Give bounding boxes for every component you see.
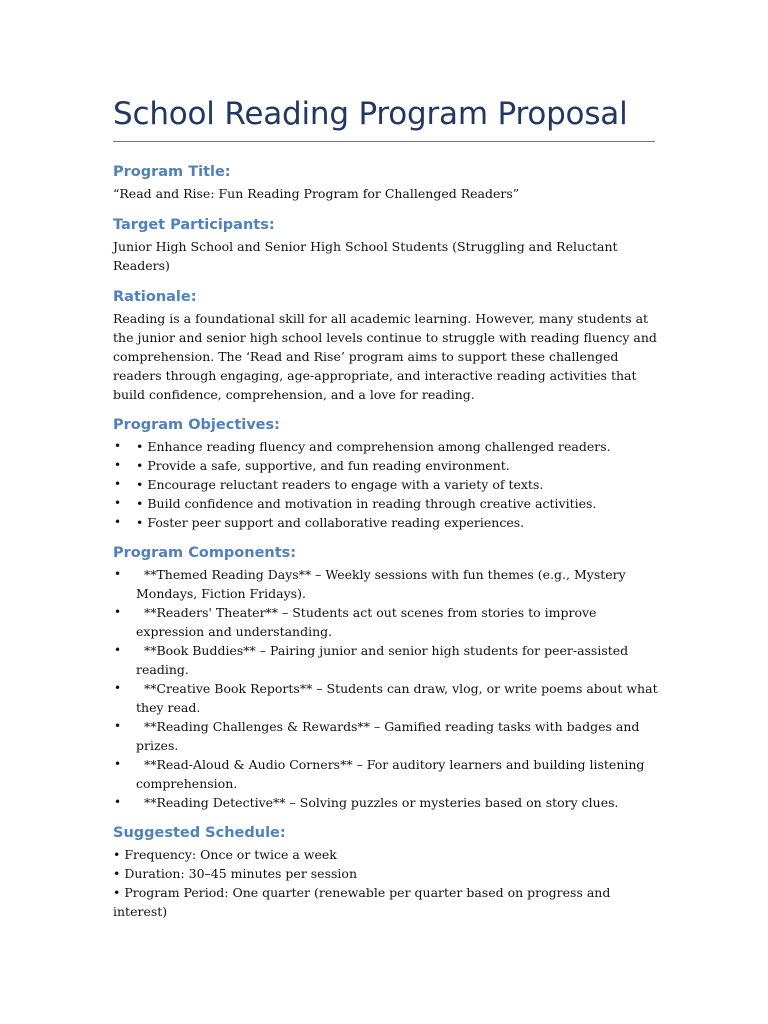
bullet-icon: • (114, 757, 122, 771)
objective-item (113, 437, 658, 456)
bullet-icon: • (114, 439, 122, 453)
objective-item (113, 456, 658, 475)
component-text: **Readers' Theater** – Students act out scenes from stories to improve expression and understanding. (136, 605, 601, 639)
bullet-icon: • (114, 681, 122, 695)
schedule-block (113, 845, 655, 921)
rationale-heading: Rationale: (113, 289, 197, 305)
objective-text: • Foster peer support and collaborative reading experiences. (136, 515, 525, 530)
rationale-text: Reading is a foundational skill for all academic learning. However, many students at the junior and senior high school levels continue to struggle with reading fluency and comprehension. The ‘Read and Rise’ program aims to support these challenged readers through engaging, age-appropriate, and interactive reading activities that build confidence, comprehension, and a love for reading. (113, 311, 657, 402)
component-text: **Reading Detective** – Solving puzzles or mysteries based on story clues. (136, 795, 619, 810)
document-title: School Reading Program Proposal (113, 94, 655, 142)
bullet-icon: • (114, 795, 122, 809)
target-participants-text: Junior High School and Senior High School Students (Struggling and Reluctant Readers) (113, 239, 618, 273)
component-item (113, 679, 662, 717)
components-list (113, 565, 662, 812)
objective-text: • Build confidence and motivation in reading through creative activities. (136, 496, 597, 511)
component-text: **Creative Book Reports** – Students can draw, vlog, or write poems about what they read. (136, 681, 662, 715)
component-item (113, 717, 658, 755)
objective-text: • Provide a safe, supportive, and fun reading environment. (136, 458, 510, 473)
target-participants-heading: Target Participants: (113, 217, 275, 233)
component-text: **Themed Reading Days** – Weekly sessions with fun themes (e.g., Mystery Mondays, Fiction Fridays). (136, 567, 630, 601)
bullet-icon: • (114, 605, 122, 619)
bullet-icon: • (114, 567, 122, 581)
component-item (113, 603, 658, 641)
component-item (113, 641, 658, 679)
component-item (113, 793, 658, 812)
objective-item (113, 513, 658, 532)
objective-text: • Enhance reading fluency and comprehension among challenged readers. (136, 439, 611, 454)
bullet-icon: • (114, 643, 122, 657)
bullet-icon: • (114, 496, 122, 510)
schedule-line: • Program Period: One quarter (renewable per quarter based on progress and interest) (113, 885, 611, 919)
program-title-text: “Read and Rise: Fun Reading Program for Challenged Readers” (113, 186, 520, 201)
objectives-heading: Program Objectives: (113, 417, 280, 433)
schedule-heading: Suggested Schedule: (113, 825, 286, 841)
objective-item (113, 494, 658, 513)
component-text: **Book Buddies** – Pairing junior and senior high students for peer-assisted reading. (136, 643, 633, 677)
schedule-line: • Frequency: Once or twice a week (113, 847, 337, 862)
components-heading: Program Components: (113, 545, 297, 561)
bullet-icon: • (114, 458, 122, 472)
objective-item (113, 475, 658, 494)
component-item (113, 565, 658, 603)
component-item (113, 755, 658, 793)
component-text: **Read-Aloud & Audio Corners** – For auditory learners and building listening comprehension. (136, 757, 649, 791)
bullet-icon: • (114, 515, 122, 529)
bullet-icon: • (114, 477, 122, 491)
program-title-heading: Program Title: (113, 164, 231, 180)
schedule-line: • Duration: 30–45 minutes per session (113, 866, 357, 881)
objectives-list (113, 437, 655, 532)
bullet-icon: • (114, 719, 122, 733)
component-text: **Reading Challenges & Rewards** – Gamified reading tasks with badges and prizes. (136, 719, 644, 753)
objective-text: • Encourage reluctant readers to engage with a variety of texts. (136, 477, 544, 492)
